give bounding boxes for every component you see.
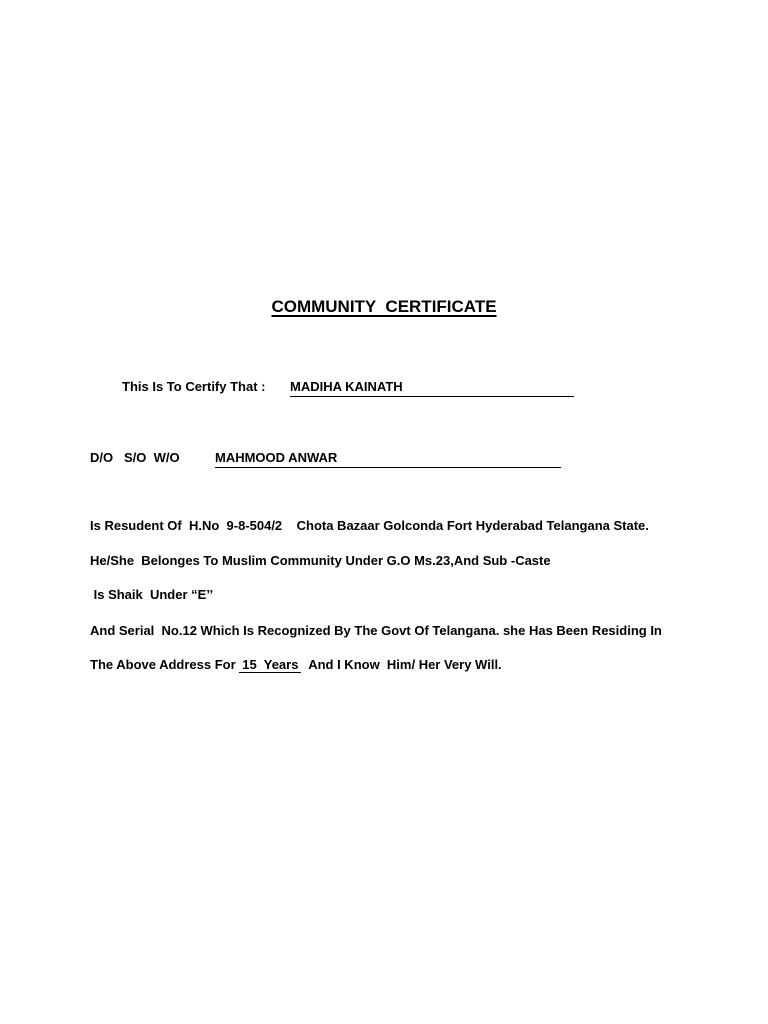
relation-label: D/O S/O W/O xyxy=(90,450,180,465)
address-suffix: And I Know Him/ Her Very Will. xyxy=(301,657,502,672)
address-prefix: The Above Address For xyxy=(90,657,240,672)
certificate-title-text: COMMUNITY CERTIFICATE xyxy=(271,297,497,316)
certify-name-field: MADIHA KAINATH xyxy=(290,378,574,397)
serial-line: And Serial No.12 Which Is Recognized By The Govt Of Telangana. she Has Been Residing In xyxy=(90,623,662,638)
residence-line: Is Resudent Of H.No 9-8-504/2 Chota Bazaar Golconda Fort Hyderabad Telangana State. xyxy=(90,518,649,533)
community-line: He/She Belonges To Muslim Community Under G.O Ms.23,And Sub -Caste xyxy=(90,553,551,568)
address-years-line xyxy=(90,656,502,674)
relation-name-field: MAHMOOD ANWAR xyxy=(215,449,561,468)
caste-line: Is Shaik Under “E’’ xyxy=(90,587,214,602)
years-field: 15 Years xyxy=(239,657,301,673)
certificate-title xyxy=(0,296,768,318)
certify-label: This Is To Certify That : xyxy=(122,379,266,394)
